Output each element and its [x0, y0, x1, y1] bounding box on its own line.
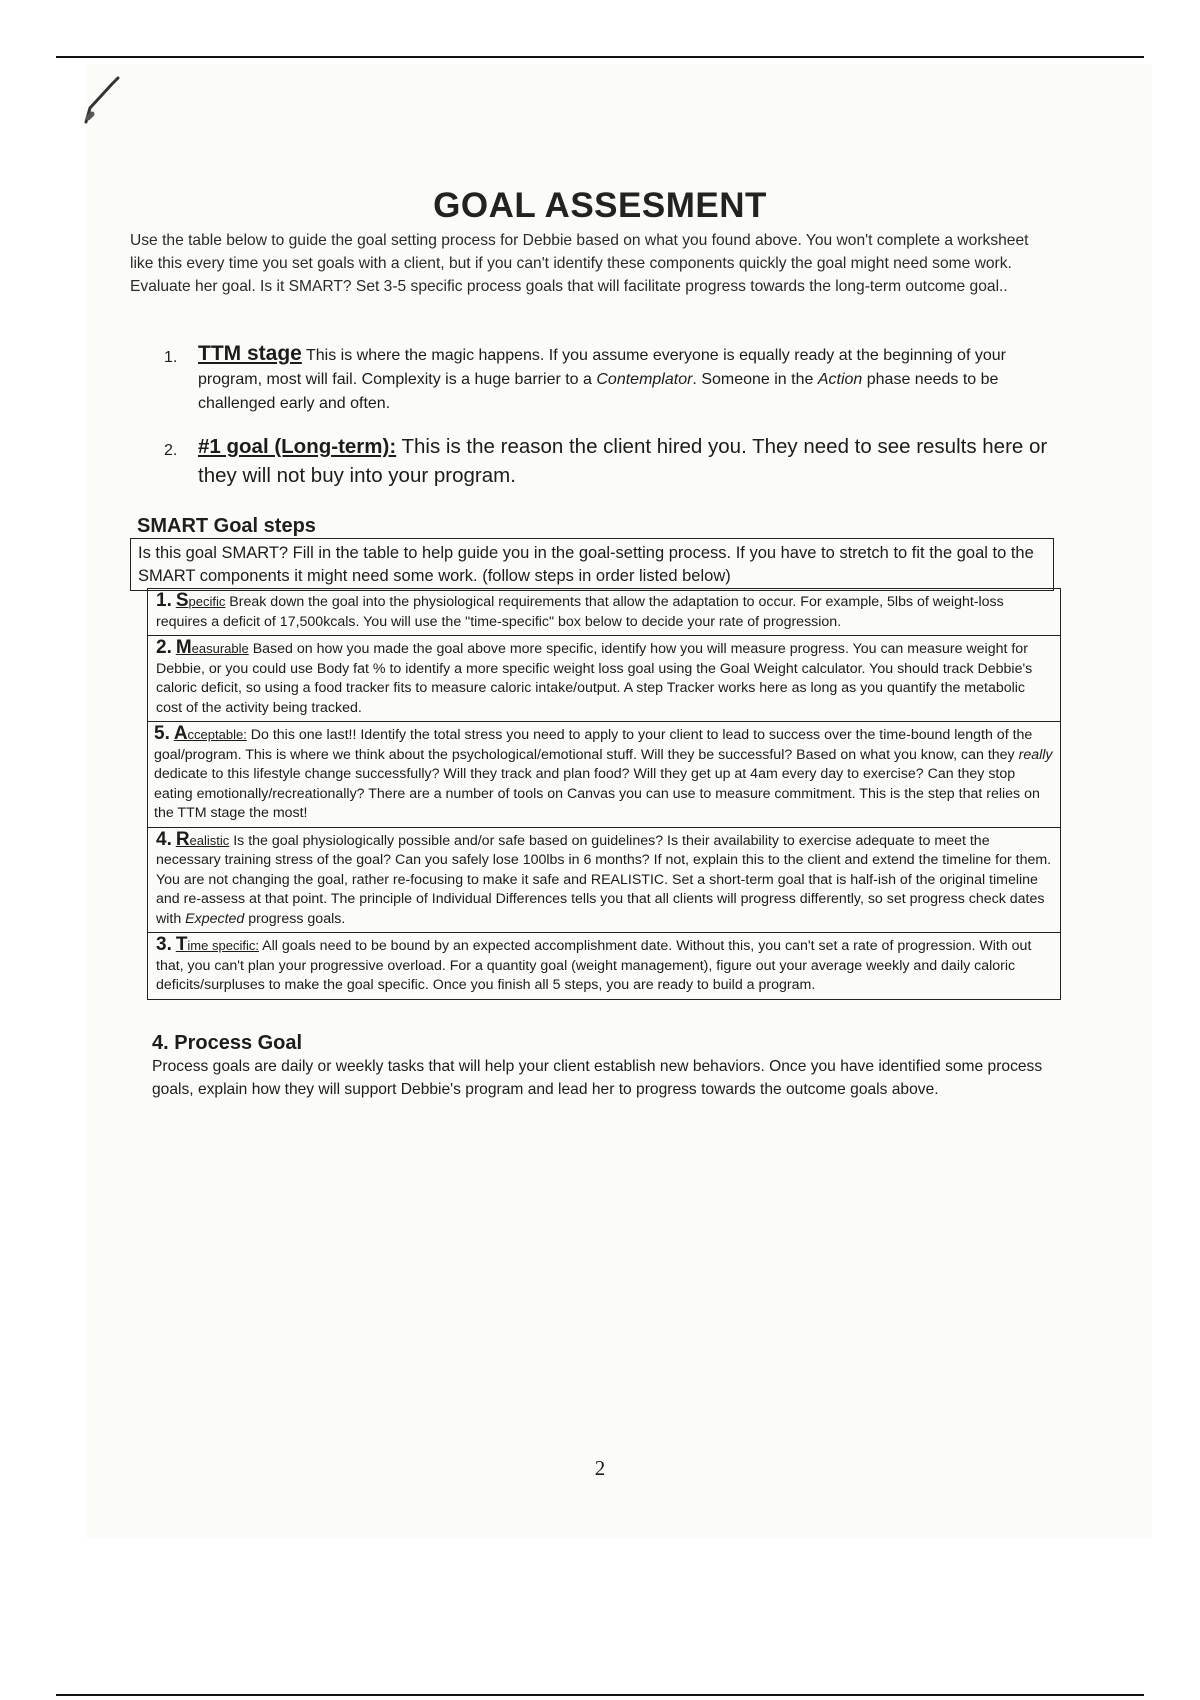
ttm-text-b: . Someone in the	[692, 371, 818, 388]
step-name	[175, 828, 230, 850]
step-number: 1.	[156, 590, 172, 611]
list-number: 1.	[164, 349, 178, 366]
step-specific	[147, 588, 1061, 636]
ttm-contemplator: Contemplator	[596, 371, 693, 388]
step-text: dedicate to this lifestyle change successfully? Will they track and plan food? Will they get up at 4am every day to exercise? Can they stop eating emotionally/recreationally? There are a number of tools on Canvas you can use to measure commitment. This is the step that relies on the TTM stage the most!	[154, 766, 1040, 821]
top-rule	[56, 56, 1144, 58]
list-item-long-term-goal	[164, 432, 1060, 490]
step-number: 2.	[156, 637, 172, 658]
step-name-rest: pecific	[188, 594, 226, 609]
step-initial: S	[175, 590, 189, 611]
step-name	[173, 723, 247, 744]
step-name	[175, 590, 226, 611]
smart-heading: SMART Goal steps	[137, 515, 316, 537]
step-initial: T	[175, 934, 188, 955]
step-text: Do this one last!! Identify the total stress you need to apply to your client to lead to success over the time-bound length of the goal/program. This is where we think about the psychological/emotional stuff. Will they be successful? Based on what you know, can they	[154, 727, 1033, 763]
step-acceptable	[147, 722, 1061, 828]
step-measurable	[147, 636, 1061, 722]
smart-steps-table	[147, 588, 1061, 1000]
pencil-mark-icon	[82, 68, 132, 128]
step-time-specific	[147, 933, 1061, 1000]
step-initial: M	[175, 637, 192, 658]
step-text: Based on how you made the goal above more specific, identify how you will measure progress. You can measure weight for Debbie, or you could use Body fat % to identify a more specific weight loss goal using the Goal Weight calculator. You should track Debbie's caloric deficit, so using a food tracker fits to measure caloric intake/output. A step Tracker works here as long as you quantify the metabolic cost of the activity being tracked.	[156, 641, 1033, 716]
ttm-stage-heading: TTM stage	[198, 342, 302, 365]
ttm-action: Action	[817, 371, 863, 388]
step-initial: R	[175, 828, 190, 850]
step-name-rest: ime specific:	[187, 938, 259, 953]
step-name-rest: easurable	[191, 641, 249, 656]
long-term-goal-text: This is the reason the client hired you. They need to see results here or they will not buy into your program.	[198, 435, 1048, 487]
step-number: 3.	[156, 934, 172, 955]
step-name-rest: ealistic	[189, 832, 230, 848]
step-text: Break down the goal into the physiological requirements that allow the adaptation to occur. For example, 5lbs of weight-loss requires a deficit of 17,500kcals. You will use the "time-specific" box below to decide your rate of progression.	[156, 594, 1004, 630]
step-name-rest: cceptable:	[187, 727, 247, 742]
list-item-ttm-stage	[164, 342, 1060, 416]
step-number: 5.	[154, 723, 170, 744]
process-goal-text: Process goals are daily or weekly tasks that will help your client establish new behaviors. Once you have identified some process goals, explain how they will support Debbie's program and lead her to progress towards the outcome goals above.	[152, 1058, 1043, 1098]
bottom-rule	[56, 1694, 1144, 1696]
step-text: progress goals.	[244, 910, 346, 927]
step-realistic	[147, 828, 1061, 934]
page-title: GOAL ASSESMENT	[433, 186, 767, 225]
smart-intro-box: Is this goal SMART? Fill in the table to help guide you in the goal-setting process. If you have to stretch to fit the goal to the SMART components it might need some work. (follow steps in order listed below)	[130, 538, 1054, 591]
ttm-text-a: This is where the magic happens. If you assume everyone is equally ready at the beginning of your program, most will fail. Complexity is a huge barrier to a	[198, 347, 1006, 388]
step-initial: A	[173, 723, 188, 744]
step-number: 4.	[156, 828, 172, 850]
step-text: Is the goal physiologically possible and/or safe based on guidelines? Is their availability to exercise adequate to meet the necessary training stress of the goal? Can you safely lose 100lbs in 6 months? If not, explain this to the client and extend the timeline for them. You are not changing the goal, rather re-focusing to make it safe and REALISTIC. Set a short-term goal that is half-ish of the original timeline and re-assess at that point. The principle of Individual Differences tells you that all clients will progress differently, so set progress check dates with	[156, 832, 1052, 927]
step-text: All goals need to be bound by an expected accomplishment date. Without this, you can't set a rate of progression. With out that, you can't plan your progressive overload. For a quantity goal (weight management), figure out your average weekly and daily caloric deficits/surpluses to make the goal specific. Once you finish all 5 steps, you are ready to build a program.	[156, 938, 1032, 993]
process-goal-heading: 4. Process Goal	[152, 1032, 303, 1054]
ttm-text-c: phase needs to be challenged early and often.	[198, 371, 999, 412]
step-name	[175, 934, 259, 955]
step-text-emphasis: Expected	[185, 910, 245, 927]
page-number: 2	[594, 1456, 606, 1480]
step-text-emphasis: really	[1018, 746, 1053, 763]
long-term-goal-heading: #1 goal (Long-term):	[198, 435, 397, 458]
step-name	[175, 637, 249, 658]
intro-paragraph: Use the table below to guide the goal setting process for Debbie based on what you found above. You won't complete a worksheet like this every time you set goals with a client, but if you can't identify these components quickly the goal might need some work. Evaluate her goal. Is it SMART? Set 3-5 specific process goals that will facilitate progress towards the long-term outcome goal..	[130, 232, 1029, 295]
list-number: 2.	[164, 442, 178, 459]
